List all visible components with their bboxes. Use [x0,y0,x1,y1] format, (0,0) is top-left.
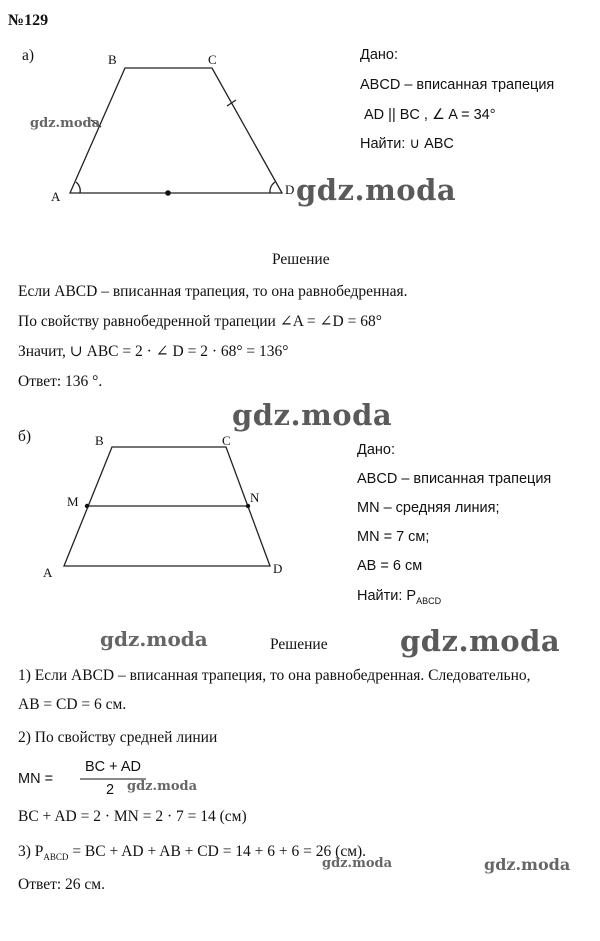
find-b: Найти: $P_{ABCD}$ [357,588,442,606]
given-b-1: ABCD – вписанная трапеция [357,471,552,487]
solution-title-a: Решение [272,251,330,268]
watermark-large: gdz.moda [400,624,561,658]
watermark-medium: gdz.moda [100,627,208,651]
answer-a: Ответ: 136 °. [18,373,103,390]
watermark-large: gdz.moda [296,173,457,207]
point-m [85,504,89,508]
trapezoid-a [70,68,282,193]
solution-a-line-2: По свойству равнобедренной трапеции ∠A = ∠D = 68° [18,313,382,330]
vertex-a-label-b: A [43,565,53,580]
step-3: 3) $P_{ABCD}$ = BC + AD + AB + CD = 14 + 6 + 6 = 26 (см). [18,843,367,863]
given-a-2: AD || BC , ∠ A = 34° [364,107,496,123]
vertex-c-label: C [208,52,217,67]
problem-number: №129 [8,12,49,29]
watermark: gdz.moda [322,856,393,871]
answer-b: Ответ: 26 см. [18,876,105,893]
solution-a-line-3: Значит, ∪ ABC = 2 · ∠ D = 2 · 68° = 136° [18,343,289,360]
vertex-c-label-b: C [222,433,231,448]
solution-a-line-1: Если ABCD – вписанная трапеция, то она равнобедренная. [18,283,408,300]
watermark-medium: gdz.moda [484,855,571,874]
vertex-d-label: D [285,182,295,197]
midpoint-dot-a [165,190,171,196]
step-2: 2) По свойству средней линии [18,729,218,746]
angle-arc-a [76,182,80,193]
vertex-a-label: A [51,189,61,204]
trapezoid-a-outline [70,68,282,193]
solution-title-b: Решение [270,636,328,653]
step-2-result: BC + AD = 2 · MN = 2 · 7 = 14 (см) [18,808,247,825]
tick-mark-cd [227,100,236,106]
formula-numerator: BC + AD [85,759,142,775]
given-a-1: ABCD – вписанная трапеция [360,77,555,93]
step-1-line-2: AB = CD = 6 см. [18,696,127,713]
point-m-label: M [67,494,79,509]
given-title-a: Дано: [360,47,398,63]
given-b-4: AB = 6 см [357,558,423,574]
watermark: gdz.moda [127,779,198,794]
watermark-large: gdz.moda [232,398,393,432]
find-a: Найти: ∪ ABC [360,136,454,152]
trapezoid-b [64,447,270,566]
part-b-marker: б) [18,428,32,445]
vertex-b-label-b: B [95,433,104,448]
watermark: gdz.moda [30,116,101,131]
point-n-label: N [250,490,260,505]
vertex-b-label: B [108,52,117,67]
formula-denominator: 2 [106,782,115,798]
angle-arc-d [270,182,275,193]
given-b-2: MN – средняя линия; [357,500,500,516]
given-title-b: Дано: [357,442,395,458]
vertex-d-label-b: D [273,561,283,576]
formula-lhs: MN = [18,771,54,787]
part-a-marker: а) [22,47,35,64]
step-1-line-1: 1) Если ABCD – вписанная трапеция, то она равнобедренная. Следовательно, [18,667,531,684]
given-b-3: MN = 7 см; [357,529,430,545]
